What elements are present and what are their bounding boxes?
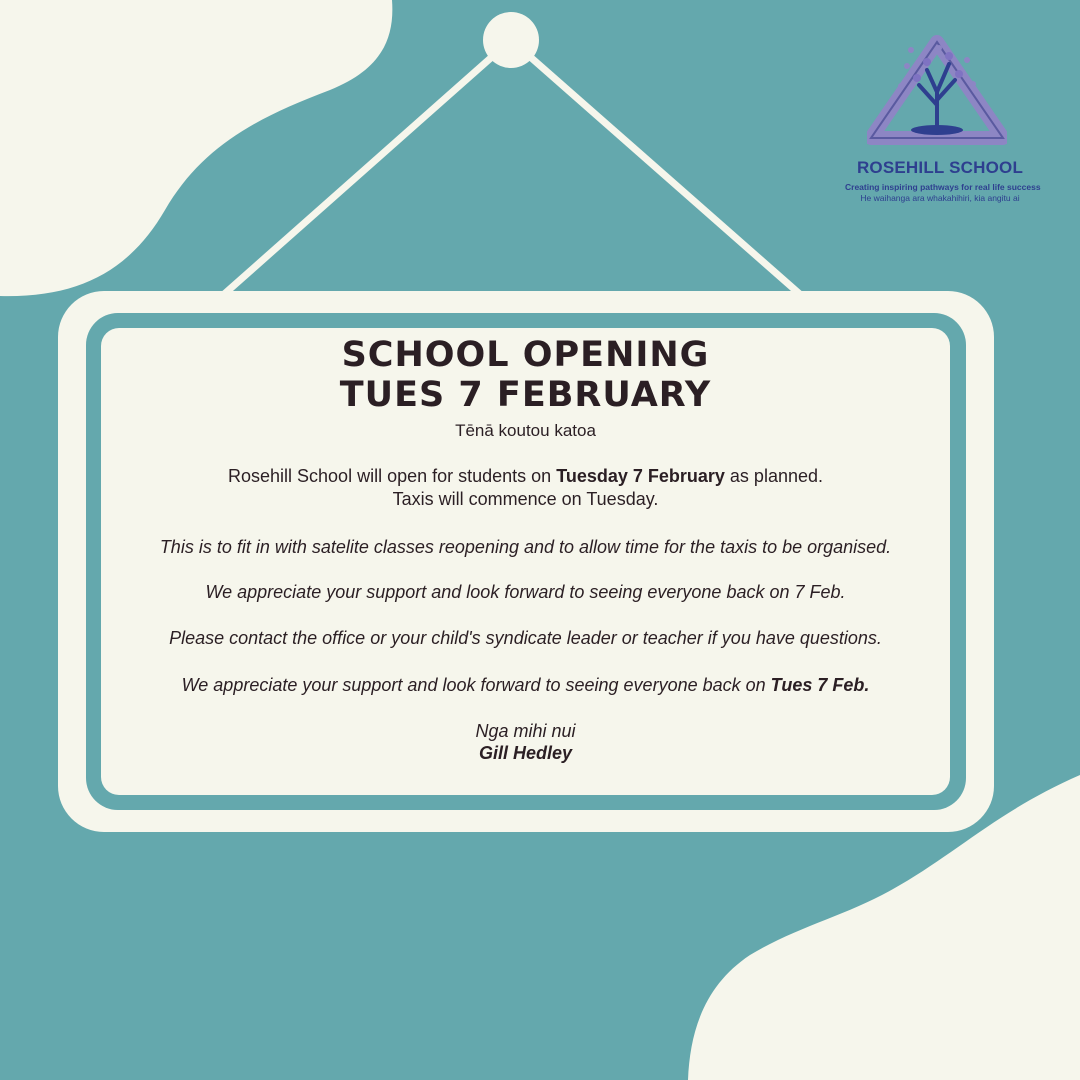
satelite-sentence: This is to fit in with satelite classes reopening and to allow time for the taxis to be organised. [159,537,892,557]
logo-tagline-maori: He waihanga ara whakahihiri, kia angitu ai [860,193,1020,203]
appreciate-2-date-bold: Tues 7 Feb. [770,675,870,695]
opening-date-bold: Tuesday 7 February [556,466,725,486]
appreciate-sentence-1: We appreciate your support and look forward to seeing everyone back on 7 Feb. [205,582,846,602]
headline-line-1: SCHOOL OPENING [341,335,710,375]
signoff: Nga mihi nui [475,721,576,741]
taxis-sentence: Taxis will commence on Tuesday. [392,489,659,509]
opening-sentence [101,465,950,487]
headline-line-2: TUES 7 FEBRUARY [339,375,712,415]
opening-text-pre: Rosehill School will open for students on [228,466,557,486]
contact-sentence: Please contact the office or your child's syndicate leader or teacher if you have questions. [169,628,882,648]
nail [483,12,539,68]
school-logo [845,30,1041,205]
logo-tagline-english: Creating inspiring pathways for real life success [845,182,1041,192]
appreciate-2-text: We appreciate your support and look forward to seeing everyone back on [181,675,771,695]
opening-text-post: as planned. [724,466,823,486]
appreciate-sentence-2 [101,674,950,696]
signature-name: Gill Hedley [478,743,573,763]
greeting: Tēnā koutou katoa [455,421,596,440]
tree-triangle-logo-icon [867,30,1007,148]
logo-school-name: ROSEHILL SCHOOL [856,158,1024,177]
sign-panel [101,328,950,795]
